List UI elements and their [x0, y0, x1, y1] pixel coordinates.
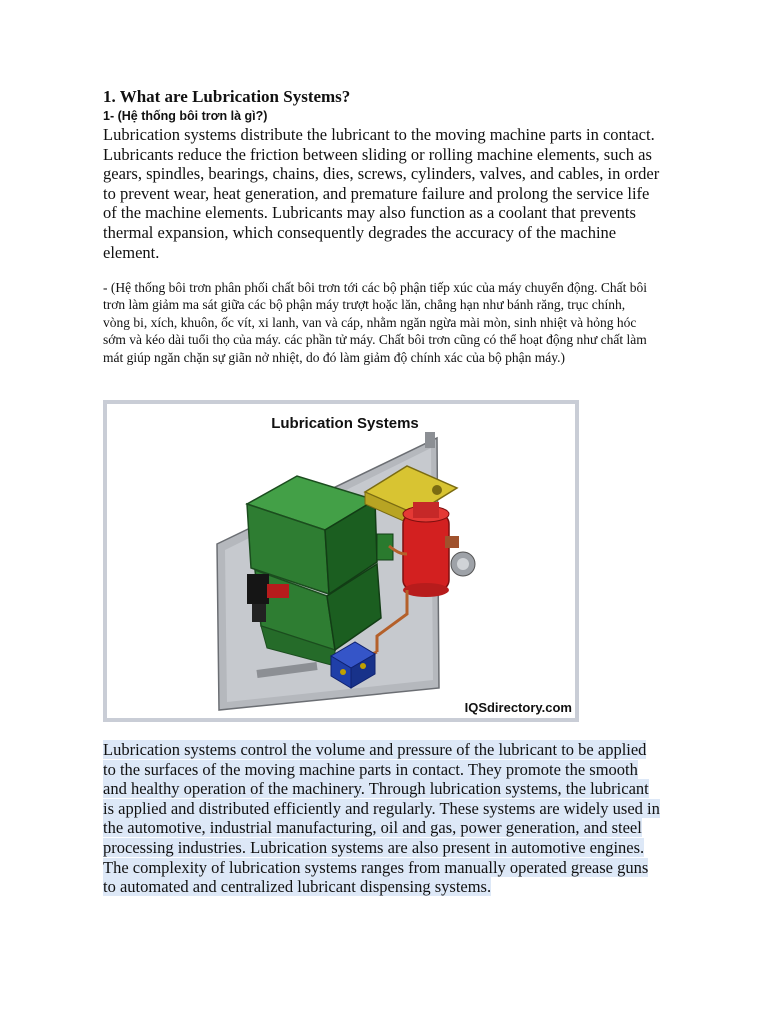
lubrication-system-illustration — [107, 404, 575, 718]
red-pump — [403, 502, 475, 597]
highlighted-text: Lubrication systems control the volume and pressure of the lubricant to be applied to the surfaces of the moving machine parts in contact. They promote the smooth and healthy operation of the machinery. Through lubrication systems, the lubricant is applied and distributed efficiently and regularly. These systems are widely used in the automotive, industrial manufacturing, oil and gas, power generation, and steel processing industries. Lubrication systems are also present in automotive engines. The complexity of lubrication systems ranges from manually operated grease guns to automated and centralized lubricant dispensing systems. — [103, 740, 660, 897]
paragraph-highlighted — [103, 740, 663, 897]
section-subheading: 1- (Hệ thống bôi trơn là gì?) — [103, 109, 268, 123]
lubrication-system-figure — [103, 400, 579, 722]
figure-watermark: IQSdirectory.com — [464, 700, 572, 715]
paragraph-intro-english: Lubrication systems distribute the lubricant to the moving machine parts in contact. Lubricants reduce the friction between sliding or rolling machine elements, such as gears, spindles, bearings, chains, dies, screws, cylinders, valves, and cables, in order to prevent wear, heat generation, and premature failure and prolong the service life of the machine elements. Lubricants may also function as a coolant that prevents thermal expansion, which consequently degrades the accuracy of the machine element. — [103, 125, 660, 262]
figure-title: Lubrication Systems — [271, 415, 419, 432]
section-heading: 1. What are Lubrication Systems? — [103, 87, 351, 106]
paragraph-intro-vietnamese: - (Hệ thống bôi trơn phân phối chất bôi trơn tới các bộ phận tiếp xúc của máy chuyển động. Chất bôi trơn làm giảm ma sát giữa các bộ phận máy trượt hoặc lăn, chẳng hạn như bánh răng, trục chính, vòng bi, xích, khuôn, ốc vít, xi lanh, van và cáp, nhằm ngăn ngừa mài mòn, sinh nhiệt và hỏng hóc sớm và kéo dài tuổi thọ của máy. các phần tử máy. Chất bôi trơn cũng có thể hoạt động như chất làm mát giúp ngăn chặn sự giãn nở nhiệt, do đó làm giảm độ chính xác của bộ phận máy.) — [103, 280, 648, 365]
